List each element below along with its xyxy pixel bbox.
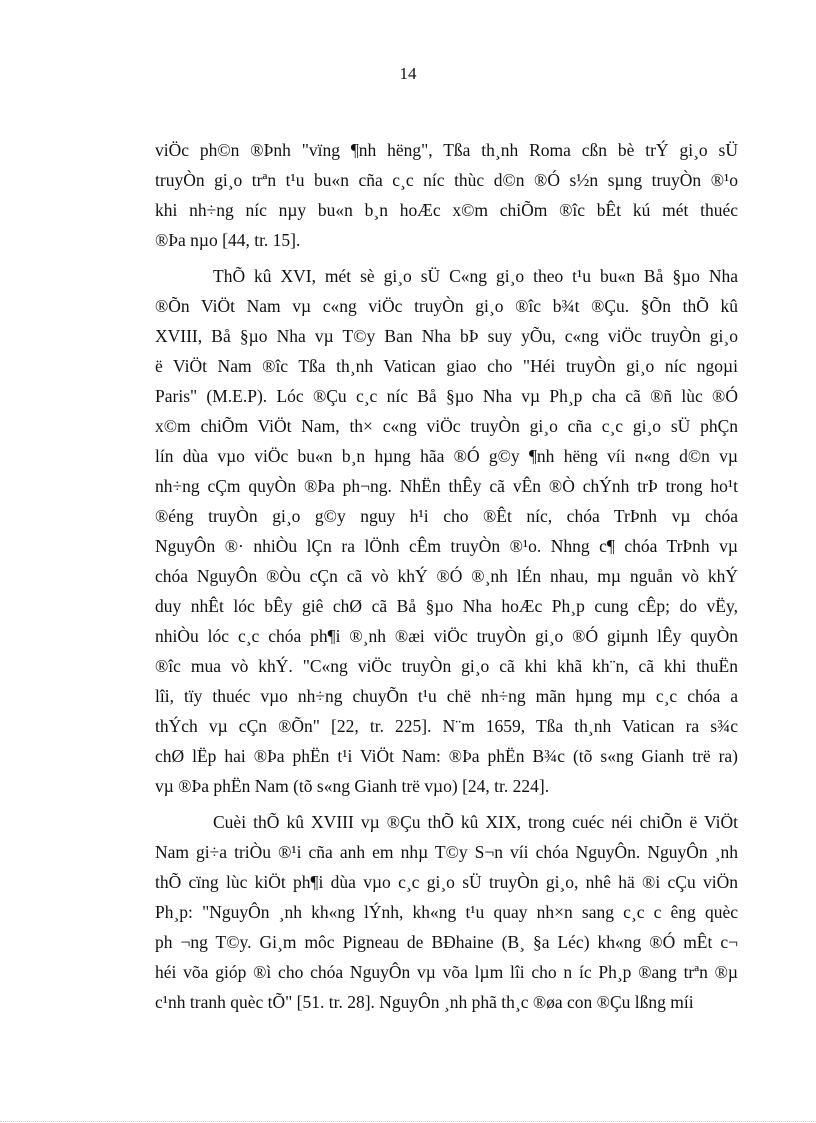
- text-line: ®Õn ViÖt Nam vµ c«ng viÖc truyÒn gi¸o ®îc b¾t ®Çu. §Õn thÕ kû: [155, 296, 738, 316]
- text-line: ph ¬ng T©y. Gi¸m môc Pigneau de BÐhaine (B¸ §a Léc) kh«ng ®Ó mÊt c¬: [155, 932, 738, 952]
- text-line: lîi, tïy thuéc vµo nh÷ng chuyÕn t¹u chë nh÷ng mãn hµng mµ c¸c chóa a: [155, 686, 738, 706]
- text-line: ThÕ kû XVI, mét sè gi¸o sÜ C«ng gi¸o theo t¹u bu«n Bå §µo Nha: [213, 266, 738, 286]
- page-bottom-divider: [0, 1121, 816, 1122]
- paragraph: [155, 261, 738, 801]
- text-line: chØ lËp hai ®Þa phËn t¹i ViÖt Nam: ®Þa phËn B¾c (tõ s«ng Gianh trë ra): [155, 746, 738, 766]
- text-line: khi nh÷ng níc nµy bu«n b¸n hoÆc x©m chiÕm ®îc bÊt kú mét thuéc: [155, 200, 738, 220]
- text-line: x©m chiÕm ViÖt Nam, th× c«ng viÖc truyÒn gi¸o cña c¸c gi¸o sÜ phÇn: [155, 416, 738, 436]
- text-line: nh÷ng cÇm quyÒn ®Þa ph¬ng. NhËn thÊy cã vÊn ®Ò chÝnh trÞ trong ho¹t: [155, 476, 738, 496]
- text-line: Nam gi÷a triÒu ®¹i cña anh em nhµ T©y S¬n víi chóa NguyÔn. NguyÔn ¸nh: [155, 842, 738, 862]
- text-line: thÝch vµ cÇn ®Õn" [22, tr. 225]. N¨m 1659, Tßa th¸nh Vatican ra s¾c: [155, 716, 738, 736]
- text-line: thÕ cïng lùc kiÖt ph¶i dùa vµo c¸c gi¸o sÜ truyÒn gi¸o, nhê hä ®i cÇu viÖn: [155, 872, 738, 892]
- paragraph: [155, 135, 738, 255]
- text-line: vµ ®Þa phËn Nam (tõ s«ng Gianh trë vµo) [24, tr. 224].: [155, 776, 550, 796]
- text-line: Paris" (M.E.P). Lóc ®Çu c¸c níc Bå §µo Nha vµ Ph¸p cha cã ®ñ lùc ®Ó: [155, 386, 738, 406]
- text-line: Cuèi thÕ kû XVIII vµ ®Çu thÕ kû XIX, trong cuéc néi chiÕn ë ViÖt: [213, 812, 738, 832]
- text-line: lín dùa vµo viÖc bu«n b¸n hµng hãa ®Ó g©y ¶nh hëng víi n«ng d©n vµ: [155, 446, 738, 466]
- text-line: duy nhÊt lóc bÊy giê chØ cã Bå §µo Nha hoÆc Ph¸p cung cÊp; do vËy,: [155, 596, 738, 616]
- text-line: viÖc ph©n ®Þnh "vïng ¶nh hëng", Tßa th¸nh Roma cßn bè trÝ gi¸o sÜ: [155, 140, 738, 160]
- paragraph: [155, 807, 738, 1017]
- text-line: NguyÔn ®· nhiÒu lÇn ra lÖnh cÊm truyÒn ®¹o. Nhng c¶ chóa TrÞnh vµ: [155, 536, 738, 556]
- text-line: ®îc mua vò khÝ. "C«ng viÖc truyÒn gi¸o cã khi khã kh¨n, cã khi thuËn: [155, 656, 738, 676]
- text-line: héi võa gióp ®ì cho chóa NguyÔn vµ võa lµm lîi cho n íc Ph¸p ®ang trªn ®µ: [155, 962, 738, 982]
- text-line: truyÒn gi¸o trªn t¹u bu«n cña c¸c níc thùc d©n ®Ó s½n sµng truyÒn ®¹o: [155, 170, 738, 190]
- text-line: c¹nh tranh quèc tÕ" [51. tr. 28]. NguyÔn ¸nh phã th¸c ®øa con ®Çu lßng míi: [155, 992, 694, 1012]
- text-line: XVIII, Bå §µo Nha vµ T©y Ban Nha bÞ suy yÕu, c«ng viÖc truyÒn gi¸o: [155, 326, 738, 346]
- text-line: Ph¸p: "NguyÔn ¸nh kh«ng lÝnh, kh«ng t¹u quay nh×n sang c¸c c êng quèc: [155, 902, 738, 922]
- text-line: ®éng truyÒn gi¸o g©y nguy h¹i cho ®Êt níc, chóa TrÞnh vµ chóa: [155, 506, 738, 526]
- body-text: [155, 135, 738, 1017]
- text-line: nhiÒu lóc c¸c chóa ph¶i ®¸nh ®æi viÖc truyÒn gi¸o ®Ó giµnh lÊy quyÒn: [155, 626, 738, 646]
- text-line: ë ViÖt Nam ®îc Tßa th¸nh Vatican giao cho "Héi truyÒn gi¸o níc ngoµi: [155, 356, 738, 376]
- text-line: ®Þa nµo [44, tr. 15].: [155, 230, 301, 250]
- page-number: 14: [399, 64, 417, 83]
- text-line: chóa NguyÔn ®Òu cÇn cã vò khÝ ®Ó ®¸nh lÉn nhau, mµ nguån vò khÝ: [155, 566, 738, 586]
